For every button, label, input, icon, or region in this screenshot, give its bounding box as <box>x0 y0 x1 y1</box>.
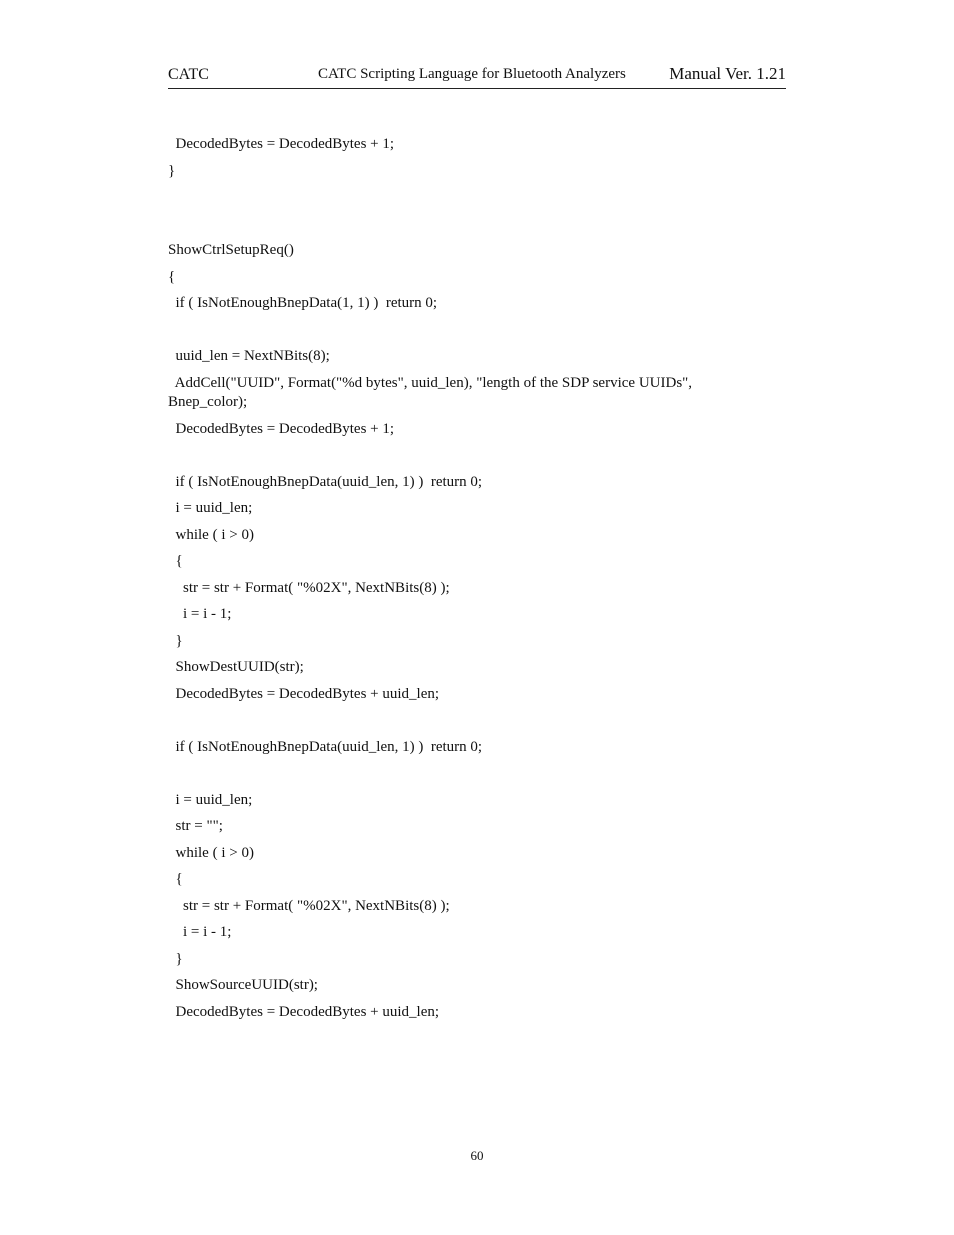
code-line <box>168 184 786 211</box>
code-listing <box>168 131 786 1052</box>
code-line: ShowDestUUID(str); <box>168 659 304 675</box>
code-line <box>168 317 786 344</box>
code-line <box>168 760 786 787</box>
header-company: CATC <box>168 66 209 83</box>
code-line: DecodedBytes = DecodedBytes + 1; <box>168 420 395 437</box>
code-line: i = i - 1; <box>168 606 232 622</box>
code-line: DecodedBytes = DecodedBytes + 1; <box>168 136 395 152</box>
code-line: if ( IsNotEnoughBnepData(1, 1) ) return 0; <box>168 295 438 311</box>
code-line: ShowCtrlSetupReq() <box>168 242 294 258</box>
code-line: str = str + Format( "%02X", NextNBits(8) ); <box>168 897 450 914</box>
code-line: uuid_len = NextNBits(8); <box>168 348 330 364</box>
code-line <box>168 707 786 734</box>
page-number: 60 <box>470 1148 484 1163</box>
code-line: DecodedBytes = DecodedBytes + uuid_len; <box>168 685 440 702</box>
code-line: } <box>168 950 183 967</box>
code-line: i = i - 1; <box>168 924 232 940</box>
code-line: while ( i > 0) <box>168 844 254 861</box>
header-version: Manual Ver. 1.21 <box>669 64 786 83</box>
code-line: AddCell("UUID", Format("%d bytes", uuid_len), "length of the SDP service UUIDs", Bnep_color); <box>168 374 693 410</box>
code-line: { <box>168 268 176 285</box>
code-line: { <box>168 871 183 887</box>
page-header <box>168 64 786 89</box>
code-line <box>168 211 786 238</box>
code-line: DecodedBytes = DecodedBytes + uuid_len; <box>168 1003 440 1020</box>
code-line: { <box>168 553 183 569</box>
code-line: if ( IsNotEnoughBnepData(uuid_len, 1) ) return 0; <box>168 738 483 755</box>
code-line: } <box>168 632 183 649</box>
header-title: CATC Scripting Language for Bluetooth Analyzers <box>318 66 626 82</box>
code-line <box>168 1025 786 1052</box>
code-line: if ( IsNotEnoughBnepData(uuid_len, 1) ) return 0; <box>168 473 483 490</box>
code-line: str = ""; <box>168 818 223 834</box>
code-line <box>168 442 786 469</box>
code-line: while ( i > 0) <box>168 526 254 543</box>
code-line: i = uuid_len; <box>168 500 253 516</box>
code-line: str = str + Format( "%02X", NextNBits(8) ); <box>168 579 450 596</box>
code-line: ShowSourceUUID(str); <box>168 977 318 993</box>
code-line: i = uuid_len; <box>168 791 253 808</box>
code-line: } <box>168 162 176 179</box>
